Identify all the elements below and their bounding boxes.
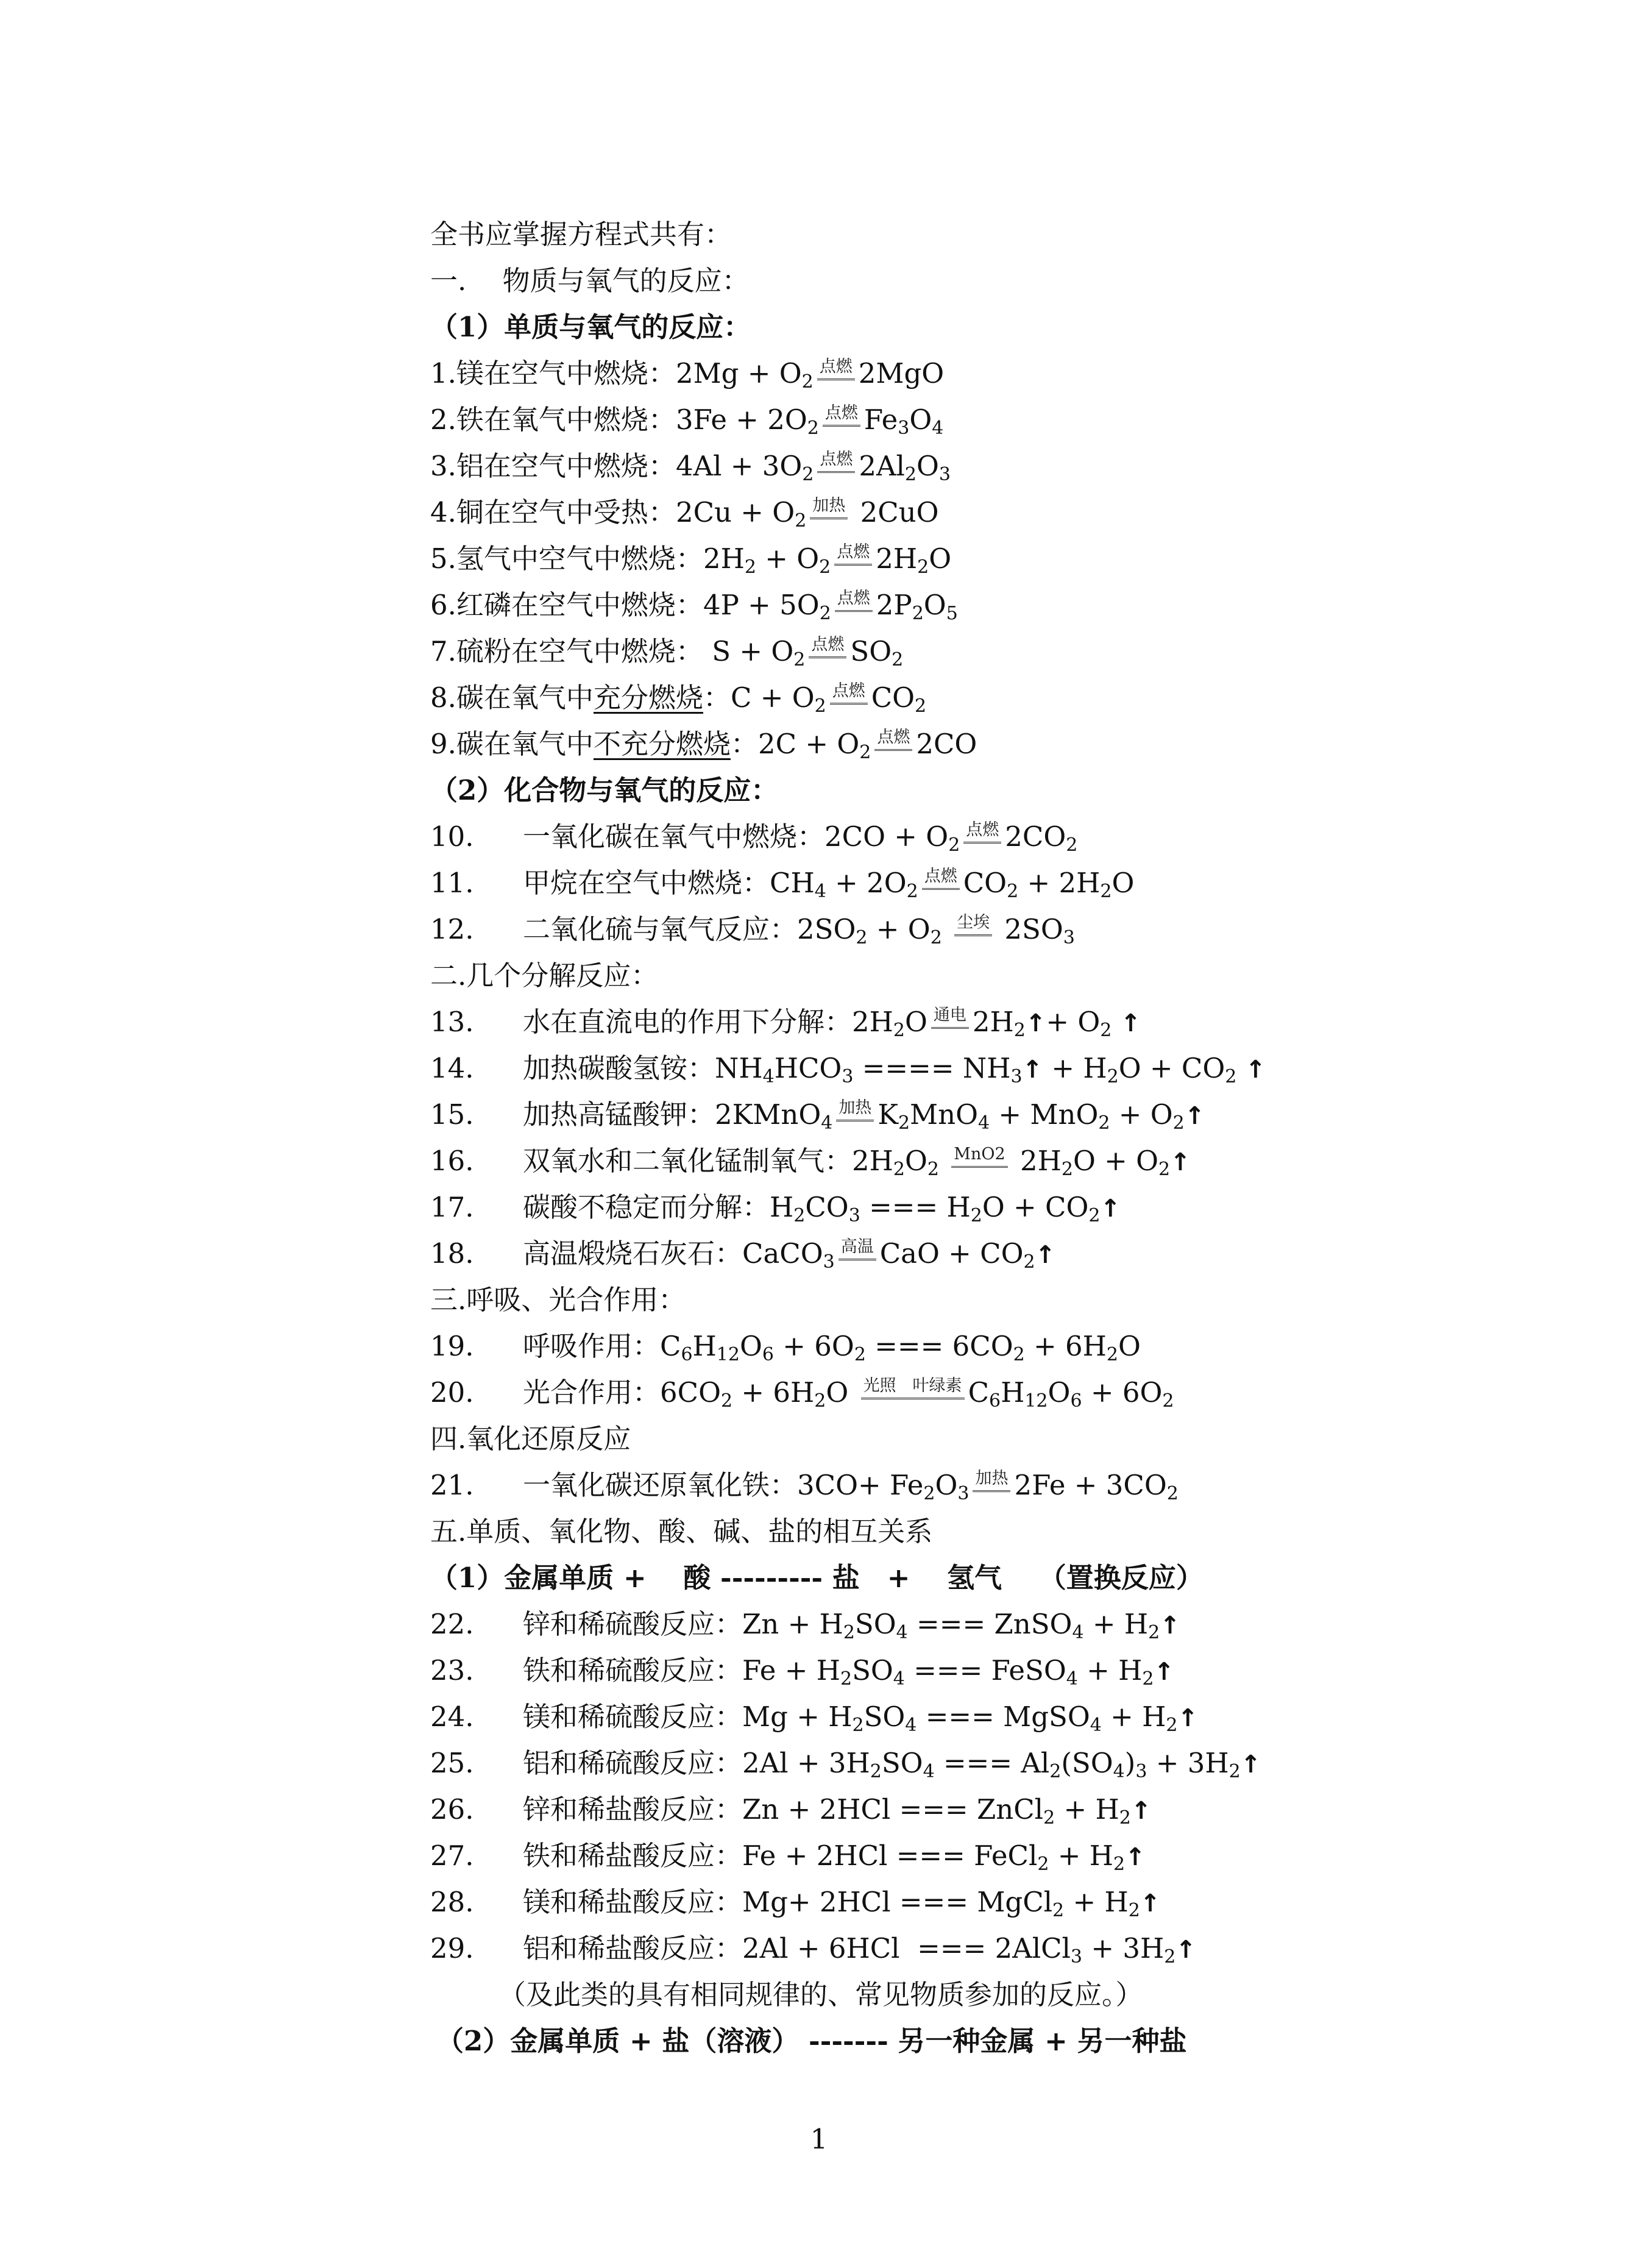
equation-label: 5.氢气中空气中燃烧： [430, 542, 703, 575]
equation-line-10 [430, 814, 1527, 860]
equation-formula: $2Al + 3H_2SO_4$ === $Al_2(SO_4)_3$ + $3H_2↑$ [742, 1747, 1261, 1782]
equation-line-23 [430, 1648, 1527, 1694]
equation-number: 24. [430, 1701, 474, 1733]
equation-label: 加热高锰酸钾： [523, 1098, 715, 1131]
equation-product: $2SO_3$ [996, 913, 1075, 948]
subsection-heading-1-1: （1）单质与氧气的反应： [430, 311, 751, 343]
section-heading-1: 一. 物质与氧气的反应： [430, 265, 750, 297]
equation-product: $2H_2O$ + $O_2↑$ [1011, 1145, 1191, 1180]
equation-line-4 [430, 489, 1527, 536]
equation-number: 12. [430, 913, 474, 945]
equation-formula: $4P + 5O_2$ [703, 589, 831, 624]
equation-line-19 [430, 1323, 1527, 1370]
note-line: （及此类的具有相同规律的、常见物质参加的反应。） [498, 1978, 1143, 2011]
equation-formula: $2H_2 + O_2$ [703, 542, 831, 578]
reaction-condition: 点燃 [823, 405, 860, 427]
equation-formula: Mg+ 2HCl === MgCl$_2$ + $H_2↑$ [742, 1886, 1161, 1921]
reaction-condition: 点燃 [830, 683, 868, 705]
equation-number: 14. [430, 1052, 474, 1084]
reaction-condition: 加热 [973, 1470, 1010, 1492]
equation-formula: $S + O_2$ [703, 635, 806, 670]
equation-line-13 [430, 999, 1527, 1045]
equation-formula: $C_6H_{12}O_6 + 6O_2$ === $6CO_2 + 6H_2O$ [660, 1330, 1141, 1365]
equation-label: 光合作用： [523, 1376, 661, 1409]
reaction-condition: 点燃 [922, 868, 960, 890]
equation-line-16 [430, 1138, 1527, 1184]
equation-line-20 [430, 1370, 1527, 1416]
equation-formula: $H_2CO_3$ === $H_2O$ + $CO_2↑$ [770, 1191, 1121, 1226]
equation-number: 22. [430, 1608, 474, 1640]
equation-label: 3.铝在空气中燃烧： [430, 450, 676, 482]
equation-product: $2H_2↑+ O_2$ ↑ [972, 1006, 1141, 1041]
subsection-heading-5-2: （2）金属单质 + 盐（溶液） ------- 另一种金属 + 另一种盐 [436, 2025, 1187, 2057]
equation-number: 10. [430, 820, 474, 853]
reaction-condition: 点燃 [817, 451, 855, 473]
equation-product: 2CuO [851, 496, 939, 528]
equation-number: 21. [430, 1469, 474, 1501]
equation-label: 一氧化碳在氧气中燃烧： [523, 820, 825, 853]
equation-formula: $2Mg + O_2$ [675, 357, 814, 393]
equation-formula: ：$2C + O_2$ [730, 728, 871, 763]
equation-formula: $CH_4 + 2O_2$ [770, 867, 918, 902]
reaction-condition: 加热 [810, 497, 848, 519]
reaction-condition: 点燃 [835, 590, 873, 612]
equation-formula: 2KMnO$_4$ [715, 1098, 833, 1134]
equation-label: 甲烷在空气中燃烧： [523, 867, 770, 899]
equation-label-underlined: 充分燃烧 [593, 681, 703, 714]
equation-line-14 [430, 1045, 1527, 1092]
equation-label: 6.红磷在空气中燃烧： [430, 589, 703, 621]
equation-product: $C_6H_{12}O_6 + 6O_2$ [968, 1376, 1174, 1412]
equation-line-9 [430, 721, 1527, 767]
equation-product: $2H_2O$ [876, 542, 952, 578]
reaction-condition: 通电 [931, 1007, 969, 1029]
equation-product: $2Fe + 3CO_2$ [1014, 1469, 1179, 1504]
equation-line-25 [430, 1740, 1527, 1786]
section-heading-5: 五.单质、氧化物、酸、碱、盐的相互关系 [430, 1515, 933, 1548]
equation-label: 镁和稀硫酸反应： [523, 1701, 743, 1733]
equation-product: $2P_2O_5$ [876, 589, 958, 624]
equation-line-21 [430, 1462, 1527, 1509]
equation-product: 2CO [916, 728, 977, 760]
equation-formula: CaCO$_3$ [742, 1237, 835, 1273]
equation-label: 9.碳在氧气中 [430, 728, 594, 760]
equation-number: 13. [430, 1006, 474, 1038]
equation-label: 镁和稀盐酸反应： [523, 1886, 743, 1918]
equation-label: 锌和稀硫酸反应： [523, 1608, 743, 1640]
section-heading-3: 三.呼吸、光合作用： [430, 1284, 686, 1316]
equation-number: 28. [430, 1886, 474, 1918]
equation-formula: $Zn + H_2SO_4$ === ZnSO$_4$ + $H_2↑$ [742, 1608, 1180, 1643]
equation-formula: $6CO_2 + 6H_2O$ [660, 1376, 857, 1412]
equation-number: 16. [430, 1145, 474, 1177]
equation-label: 1.镁在空气中燃烧： [430, 357, 676, 389]
equation-formula: $2H_2O$ [852, 1006, 927, 1041]
equation-number: 17. [430, 1191, 474, 1223]
equation-label: 4.铜在空气中受热： [430, 496, 676, 528]
equation-label: 锌和稀盐酸反应： [523, 1793, 743, 1825]
equation-product: $SO_2$ [850, 635, 904, 670]
equation-label: 铝和稀盐酸反应： [523, 1932, 743, 1964]
equation-product: $2CO_2$ [1005, 820, 1078, 856]
equation-formula: $2H_2O_2$ [852, 1145, 939, 1180]
reaction-condition: 点燃 [874, 729, 912, 751]
equation-formula: $2SO_2 + O_2$ [797, 913, 942, 948]
equation-label: 呼吸作用： [523, 1330, 661, 1362]
reaction-condition: 加热 [836, 1100, 874, 1122]
equation-number: 18. [430, 1237, 474, 1270]
reaction-condition: 点燃 [963, 822, 1001, 844]
equation-number: 27. [430, 1840, 474, 1872]
equation-line-2 [430, 397, 1527, 443]
document-body [430, 212, 1527, 2064]
equation-label: 双氧水和二氧化锰制氧气： [523, 1145, 853, 1177]
equation-label: 铁和稀硫酸反应： [523, 1654, 743, 1687]
equation-line-26 [430, 1786, 1527, 1833]
section-heading-2: 二.几个分解反应： [430, 959, 659, 992]
equation-product: $2Al_2O_3$ [859, 450, 951, 485]
equation-formula: $3CO+ Fe_2O_3$ [797, 1469, 970, 1504]
equation-number: 25. [430, 1747, 474, 1779]
subsection-heading-5-1: （1）金属单质 + 酸 --------- 盐 + 氢气 （置换反应） [430, 1562, 1204, 1594]
equation-label: 一氧化碳还原氧化铁： [523, 1469, 798, 1501]
equation-number: 19. [430, 1330, 474, 1362]
equation-formula: Zn + 2HCl === ZnCl$_2$ + $H_2↑$ [742, 1793, 1152, 1829]
equation-label: 2.铁在氧气中燃烧： [430, 403, 676, 436]
equation-product: $K_2MnO_4 + MnO_2$ + $O_2↑$ [878, 1098, 1205, 1134]
page-number: 1 [810, 2123, 828, 2155]
equation-formula: $Fe + H_2SO_4$ === FeSO$_4$ + $H_2↑$ [742, 1654, 1174, 1690]
subsection-heading-1-2: （2）化合物与氧气的反应： [430, 774, 779, 806]
equation-label: 加热碳酸氢铵： [523, 1052, 715, 1084]
equation-line-6 [430, 582, 1527, 628]
equation-label: 7.硫粉在空气中燃烧： [430, 635, 703, 667]
equation-label: 铝和稀硫酸反应： [523, 1747, 743, 1779]
reaction-condition: 点燃 [817, 358, 855, 380]
equation-formula: $NH_4HCO_3$ ==== $NH_3↑ + H_2O + CO_2$ ↑ [715, 1052, 1266, 1087]
equation-line-24 [430, 1694, 1527, 1740]
equation-line-29 [430, 1925, 1527, 1972]
equation-label: 高温煅烧石灰石： [523, 1237, 743, 1270]
equation-line-27 [430, 1833, 1527, 1879]
equation-number: 29. [430, 1932, 474, 1964]
equation-line-7 [430, 628, 1527, 675]
equation-number: 20. [430, 1376, 474, 1409]
equation-line-12 [430, 906, 1527, 953]
equation-formula: $Mg + H_2SO_4$ === MgSO$_4$ + $H_2↑$ [742, 1701, 1198, 1736]
equation-formula: ：$C + O_2$ [703, 681, 826, 717]
equation-product: $CO_2$ [871, 681, 927, 717]
equation-number: 15. [430, 1098, 474, 1131]
equation-formula: Fe + 2HCl === FeCl$_2$ + $H_2↑$ [742, 1840, 1146, 1875]
reaction-condition: MnO2 [951, 1146, 1007, 1168]
equation-formula: 2Al + 6HCl === 2AlCl$_3$ + $3H_2↑$ [742, 1932, 1196, 1968]
equation-line-22 [430, 1601, 1527, 1648]
reaction-condition: 点燃 [809, 636, 846, 658]
reaction-condition: 高温 [838, 1239, 876, 1260]
equation-product: $CO_2 + 2H_2O$ [963, 867, 1135, 902]
equation-label: 碳酸不稳定而分解： [523, 1191, 770, 1223]
equation-label: 水在直流电的作用下分解： [523, 1006, 853, 1038]
equation-number: 11. [430, 867, 474, 899]
equation-number: 23. [430, 1654, 474, 1687]
reaction-condition: 光照 叶绿素 [861, 1378, 965, 1399]
equation-formula: $4Al + 3O_2$ [675, 450, 814, 485]
equation-product: 2MgO [858, 357, 945, 389]
equation-label: 二氧化硫与氧气反应： [523, 913, 798, 945]
reaction-condition: 尘埃 [954, 914, 992, 936]
equation-number: 26. [430, 1793, 474, 1825]
section-heading-4: 四.氧化还原反应 [430, 1423, 631, 1455]
equation-line-11 [430, 860, 1527, 906]
equation-line-3 [430, 443, 1527, 489]
equation-product: CaO + $CO_2↑$ [879, 1237, 1056, 1273]
equation-line-1 [430, 350, 1527, 397]
equation-label-underlined: 不充分燃烧 [593, 728, 731, 760]
document-title: 全书应掌握方程式共有： [430, 218, 732, 251]
reaction-condition: 点燃 [834, 544, 872, 566]
equation-formula: $2CO + O_2$ [824, 820, 960, 856]
equation-line-8 [430, 675, 1527, 721]
equation-line-17 [430, 1184, 1527, 1231]
equation-line-18 [430, 1231, 1527, 1277]
equation-label: 铁和稀盐酸反应： [523, 1840, 743, 1872]
equation-line-28 [430, 1879, 1527, 1925]
equation-product: $Fe_3O_4$ [863, 403, 944, 439]
equation-line-5 [430, 536, 1527, 582]
equation-label: 8.碳在氧气中 [430, 681, 594, 714]
equation-formula: $2Cu + O_2$ [675, 496, 807, 531]
equation-formula: $3Fe + 2O_2$ [675, 403, 819, 439]
equation-line-15 [430, 1092, 1527, 1138]
